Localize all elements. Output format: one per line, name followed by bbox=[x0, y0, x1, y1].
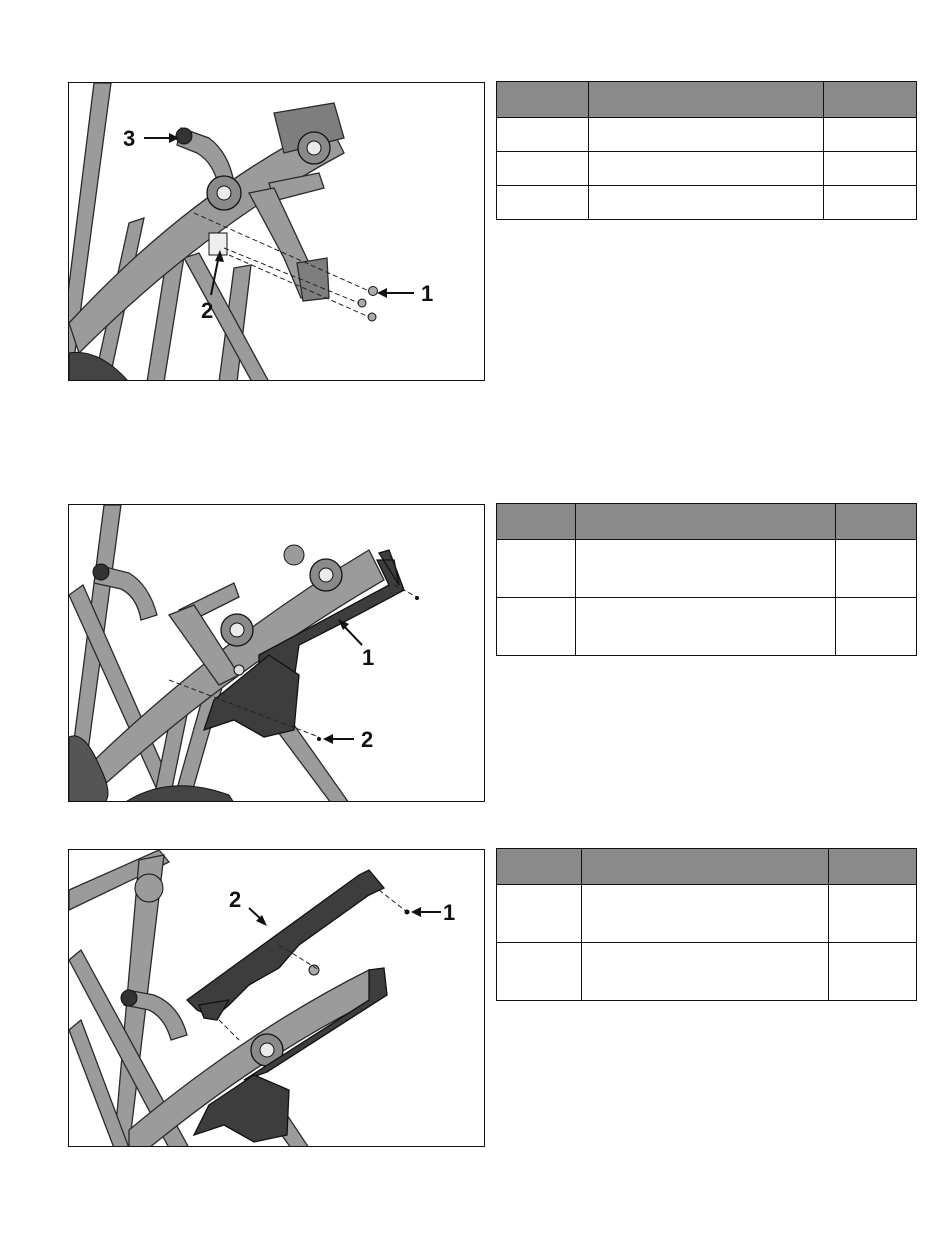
joint-top bbox=[135, 874, 163, 902]
table-row bbox=[497, 943, 917, 1001]
table-cell bbox=[497, 540, 576, 598]
table-cell bbox=[824, 152, 917, 186]
nut-1c bbox=[368, 313, 376, 321]
parts-table-step1 bbox=[496, 81, 917, 220]
nut-1a bbox=[369, 287, 378, 296]
table-cell bbox=[582, 943, 829, 1001]
pivot-hub bbox=[260, 1043, 274, 1057]
table-cell bbox=[589, 186, 824, 220]
table-cell bbox=[497, 885, 582, 943]
table-cell bbox=[576, 598, 836, 656]
callout-3: 3 bbox=[123, 126, 136, 151]
callout-2: 2 bbox=[361, 727, 374, 752]
header-cell-qty bbox=[824, 82, 917, 118]
table-cell bbox=[829, 943, 917, 1001]
table-header-row bbox=[497, 504, 917, 540]
end-cap-3 bbox=[176, 128, 192, 144]
step1-drawing bbox=[69, 83, 485, 381]
table-cell bbox=[829, 885, 917, 943]
table-cell bbox=[497, 152, 589, 186]
top-knob bbox=[284, 545, 304, 565]
bolt-block-2 bbox=[209, 233, 227, 255]
table-cell bbox=[497, 186, 589, 220]
step3-illustration bbox=[68, 849, 485, 1147]
table-row bbox=[497, 118, 917, 152]
table-cell bbox=[589, 118, 824, 152]
table-row bbox=[497, 598, 917, 656]
bolt-head bbox=[234, 665, 244, 675]
pivot-hub-left bbox=[217, 186, 231, 200]
end-cap bbox=[121, 990, 137, 1006]
header-cell-description bbox=[576, 504, 836, 540]
parts-table-step3 bbox=[496, 848, 917, 1001]
step2-illustration bbox=[68, 504, 485, 802]
table-header-row bbox=[497, 849, 917, 885]
parts-table-step2 bbox=[496, 503, 917, 656]
table-cell bbox=[576, 540, 836, 598]
table-row bbox=[497, 885, 917, 943]
table-row bbox=[497, 152, 917, 186]
arrowhead-1 bbox=[377, 288, 387, 298]
header-cell-key bbox=[497, 849, 582, 885]
arrowhead-1 bbox=[411, 907, 421, 917]
table-cell bbox=[497, 118, 589, 152]
callout-1: 1 bbox=[421, 281, 434, 306]
pivot-hub-right bbox=[307, 141, 321, 155]
table-cell bbox=[589, 152, 824, 186]
header-cell-key bbox=[497, 82, 589, 118]
header-cell-key bbox=[497, 504, 576, 540]
table-header-row bbox=[497, 82, 917, 118]
header-cell-qty bbox=[836, 504, 917, 540]
arrowhead-2 bbox=[323, 734, 333, 744]
nut-1b bbox=[358, 299, 366, 307]
table-cell bbox=[582, 885, 829, 943]
dash-line-c bbox=[219, 1020, 239, 1040]
screw-2 bbox=[317, 737, 321, 741]
table-row bbox=[497, 540, 917, 598]
pivot-hub-left bbox=[230, 623, 244, 637]
callout-1: 1 bbox=[362, 645, 375, 670]
header-cell-qty bbox=[829, 849, 917, 885]
table-cell bbox=[824, 186, 917, 220]
wheel-bottom bbox=[124, 786, 234, 802]
table-cell bbox=[836, 540, 917, 598]
table-cell bbox=[497, 598, 576, 656]
table-cell bbox=[824, 118, 917, 152]
callout-1: 1 bbox=[443, 900, 456, 925]
table-row bbox=[497, 186, 917, 220]
dash-line-a bbox=[379, 890, 407, 912]
pivot-hub-right bbox=[319, 568, 333, 582]
callout-2: 2 bbox=[229, 887, 242, 912]
header-cell-description bbox=[589, 82, 824, 118]
step3-drawing bbox=[69, 850, 485, 1147]
table-cell bbox=[836, 598, 917, 656]
screw-top bbox=[415, 596, 419, 600]
end-cap bbox=[93, 564, 109, 580]
step1-illustration bbox=[68, 82, 485, 381]
callout-2: 2 bbox=[201, 298, 214, 323]
header-cell-description bbox=[582, 849, 829, 885]
step2-drawing bbox=[69, 505, 485, 802]
table-cell bbox=[497, 943, 582, 1001]
screw-1 bbox=[405, 910, 410, 915]
